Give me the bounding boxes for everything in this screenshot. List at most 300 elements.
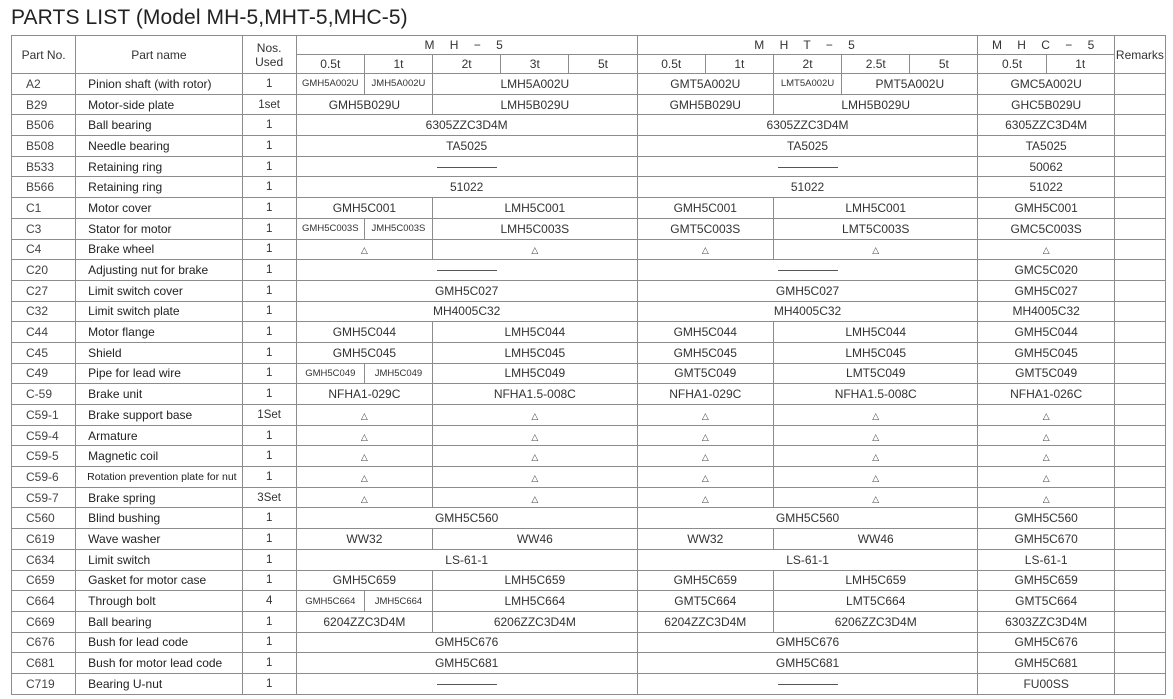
part-code-cell: JMH5C003S <box>364 218 432 239</box>
part-code-cell: LMH5C001 <box>433 198 638 219</box>
part-code-cell: GMH5C049 <box>296 363 364 384</box>
table-row <box>12 363 1166 384</box>
quantity-cell: 1 <box>242 384 296 405</box>
part-code-cell: LMH5C664 <box>433 591 638 612</box>
table-row <box>12 446 1166 467</box>
quantity-cell: 4 <box>242 591 296 612</box>
part-number-cell: B506 <box>12 115 76 136</box>
page-title: PARTS LIST (Model MH-5,MHT-5,MHC-5) <box>11 6 408 29</box>
quantity-cell: 1 <box>242 673 296 694</box>
part-code-cell: GMH5C001 <box>296 198 432 219</box>
remarks-cell <box>1114 239 1165 260</box>
table-row <box>12 94 1166 115</box>
part-code-cell: GMH5C670 <box>978 529 1114 550</box>
remarks-cell <box>1114 487 1165 508</box>
part-number-cell: C44 <box>12 322 76 343</box>
table-row <box>12 301 1166 322</box>
part-code-cell <box>978 425 1114 446</box>
table-row <box>12 198 1166 219</box>
part-code-cell: JMH5C664 <box>364 591 432 612</box>
header-part-no: Part No. <box>12 36 76 74</box>
header-model-mht5: M H T − 5 <box>637 36 978 55</box>
quantity-cell: 1 <box>242 425 296 446</box>
quantity-cell: 3Set <box>242 487 296 508</box>
quantity-cell: 1 <box>242 198 296 219</box>
triangle-icon: △ <box>1042 493 1050 504</box>
part-code-cell: 6204ZZC3D4M <box>296 611 432 632</box>
part-code-cell: NFHA1-029C <box>637 384 773 405</box>
header-nos-used-line: Nos. <box>256 40 282 55</box>
quantity-cell: 1 <box>242 446 296 467</box>
part-code-cell <box>433 425 638 446</box>
not-applicable-dash <box>437 270 497 271</box>
part-code-cell <box>773 239 978 260</box>
triangle-icon: △ <box>531 410 539 421</box>
not-applicable-dash <box>778 684 838 685</box>
triangle-icon: △ <box>1042 452 1050 463</box>
part-code-cell: JMH5C049 <box>364 363 432 384</box>
table-row <box>12 136 1166 157</box>
part-code-cell <box>637 487 773 508</box>
part-code-cell <box>637 673 978 694</box>
part-name-cell: Motor flange <box>76 322 242 343</box>
quantity-cell: 1 <box>242 467 296 488</box>
table-row <box>12 591 1166 612</box>
triangle-icon: △ <box>872 452 880 463</box>
quantity-cell: 1 <box>242 156 296 177</box>
triangle-icon: △ <box>360 410 368 421</box>
part-code-cell: GMH5C560 <box>296 508 637 529</box>
quantity-cell: 1 <box>242 218 296 239</box>
header-capacity: 2.5t <box>842 55 910 74</box>
remarks-cell <box>1114 529 1165 550</box>
part-code-cell: WW32 <box>637 529 773 550</box>
part-code-cell: GMH5C681 <box>978 653 1114 674</box>
part-code-cell <box>296 156 637 177</box>
table-row <box>12 177 1166 198</box>
part-number-cell: C681 <box>12 653 76 674</box>
triangle-icon: △ <box>1042 245 1050 256</box>
part-number-cell: C676 <box>12 632 76 653</box>
part-name-cell: Limit switch cover <box>76 280 242 301</box>
part-code-cell: 51022 <box>637 177 978 198</box>
part-code-cell: GMH5C659 <box>637 570 773 591</box>
part-number-cell: B533 <box>12 156 76 177</box>
remarks-cell <box>1114 363 1165 384</box>
part-code-cell: LS-61-1 <box>978 549 1114 570</box>
part-number-cell: C32 <box>12 301 76 322</box>
part-number-cell: C719 <box>12 673 76 694</box>
quantity-cell: 1 <box>242 177 296 198</box>
triangle-icon: △ <box>360 431 368 442</box>
part-name-cell: Gasket for motor case <box>76 570 242 591</box>
quantity-cell: 1 <box>242 632 296 653</box>
quantity-cell: 1 <box>242 322 296 343</box>
triangle-icon: △ <box>701 245 709 256</box>
quantity-cell: 1 <box>242 611 296 632</box>
part-code-cell <box>296 425 432 446</box>
header-capacity: 5t <box>910 55 978 74</box>
header-capacity: 1t <box>705 55 773 74</box>
part-code-cell: LMT5A002U <box>773 74 841 95</box>
part-code-cell: GMH5C659 <box>296 570 432 591</box>
part-code-cell <box>433 239 638 260</box>
part-code-cell: LS-61-1 <box>637 549 978 570</box>
part-number-cell: B29 <box>12 94 76 115</box>
part-name-cell: Adjusting nut for brake <box>76 260 242 281</box>
triangle-icon: △ <box>531 452 539 463</box>
part-name-cell: Bush for lead code <box>76 632 242 653</box>
table-row <box>12 467 1166 488</box>
part-code-cell: GMT5C049 <box>978 363 1114 384</box>
part-code-cell: GMH5C027 <box>296 280 637 301</box>
part-code-cell: LMH5C045 <box>433 342 638 363</box>
part-code-cell: GMH5C001 <box>637 198 773 219</box>
table-row <box>12 425 1166 446</box>
part-code-cell: GMH5C044 <box>296 322 432 343</box>
remarks-cell <box>1114 177 1165 198</box>
part-number-cell: B508 <box>12 136 76 157</box>
triangle-icon: △ <box>1042 431 1050 442</box>
part-code-cell: GMH5C027 <box>978 280 1114 301</box>
table-row <box>12 653 1166 674</box>
part-code-cell: GMH5C001 <box>978 198 1114 219</box>
quantity-cell: 1 <box>242 260 296 281</box>
part-number-cell: C4 <box>12 239 76 260</box>
remarks-cell <box>1114 425 1165 446</box>
remarks-cell <box>1114 301 1165 322</box>
part-code-cell: GMH5B029U <box>296 94 432 115</box>
part-name-cell: Limit switch <box>76 549 242 570</box>
part-code-cell: GMH5C676 <box>296 632 637 653</box>
part-number-cell: C59-6 <box>12 467 76 488</box>
table-row <box>12 74 1166 95</box>
part-code-cell: LMT5C049 <box>773 363 978 384</box>
header-remarks: Remarks <box>1114 36 1165 74</box>
part-code-cell <box>433 467 638 488</box>
part-code-cell <box>637 156 978 177</box>
part-code-cell: NFHA1-026C <box>978 384 1114 405</box>
part-code-cell: LMH5C003S <box>433 218 638 239</box>
part-code-cell: GMH5C044 <box>637 322 773 343</box>
header-nos-used <box>242 36 296 74</box>
header-capacity: 1t <box>364 55 432 74</box>
part-code-cell: JMH5A002U <box>364 74 432 95</box>
part-code-cell <box>773 446 978 467</box>
part-name-cell: Pipe for lead wire <box>76 363 242 384</box>
part-code-cell <box>637 425 773 446</box>
table-row <box>12 487 1166 508</box>
not-applicable-dash <box>437 167 497 168</box>
part-code-cell: GMH5C676 <box>637 632 978 653</box>
not-applicable-dash <box>437 684 497 685</box>
table-row <box>12 508 1166 529</box>
part-name-cell: Retaining ring <box>76 177 242 198</box>
part-code-cell <box>637 239 773 260</box>
remarks-cell <box>1114 611 1165 632</box>
triangle-icon: △ <box>701 410 709 421</box>
table-row <box>12 611 1166 632</box>
part-code-cell: FU00SS <box>978 673 1114 694</box>
remarks-cell <box>1114 342 1165 363</box>
triangle-icon: △ <box>872 245 880 256</box>
triangle-icon: △ <box>531 431 539 442</box>
part-code-cell <box>296 446 432 467</box>
quantity-cell: 1set <box>242 94 296 115</box>
part-number-cell: C59-5 <box>12 446 76 467</box>
part-code-cell: LMH5B029U <box>433 94 638 115</box>
remarks-cell <box>1114 632 1165 653</box>
part-name-cell: Needle bearing <box>76 136 242 157</box>
part-code-cell: GMT5C003S <box>637 218 773 239</box>
triangle-icon: △ <box>360 472 368 483</box>
part-number-cell: C20 <box>12 260 76 281</box>
part-number-cell: C27 <box>12 280 76 301</box>
part-code-cell: WW46 <box>433 529 638 550</box>
part-name-cell: Motor-side plate <box>76 94 242 115</box>
table-row <box>12 673 1166 694</box>
table-row <box>12 632 1166 653</box>
header-capacity: 0.5t <box>978 55 1046 74</box>
quantity-cell: 1 <box>242 136 296 157</box>
table-row <box>12 529 1166 550</box>
part-code-cell: MH4005C32 <box>978 301 1114 322</box>
part-code-cell: GMC5A002U <box>978 74 1114 95</box>
quantity-cell: 1 <box>242 342 296 363</box>
part-code-cell: GMH5C045 <box>637 342 773 363</box>
header-part-name: Part name <box>76 36 242 74</box>
part-name-cell: Ball bearing <box>76 115 242 136</box>
triangle-icon: △ <box>1042 410 1050 421</box>
quantity-cell: 1 <box>242 549 296 570</box>
part-name-cell: Brake unit <box>76 384 242 405</box>
table-row <box>12 218 1166 239</box>
part-code-cell: GMH5C045 <box>296 342 432 363</box>
part-code-cell: GMH5C676 <box>978 632 1114 653</box>
part-code-cell: TA5025 <box>637 136 978 157</box>
triangle-icon: △ <box>360 452 368 463</box>
table-row <box>12 115 1166 136</box>
quantity-cell: 1 <box>242 239 296 260</box>
part-code-cell <box>296 673 637 694</box>
part-code-cell: 6206ZZC3D4M <box>773 611 978 632</box>
part-name-cell: Bush for motor lead code <box>76 653 242 674</box>
part-number-cell: C-59 <box>12 384 76 405</box>
remarks-cell <box>1114 322 1165 343</box>
part-code-cell: GMC5C020 <box>978 260 1114 281</box>
part-number-cell: C664 <box>12 591 76 612</box>
header-capacity: 0.5t <box>296 55 364 74</box>
part-name-cell: Blind bushing <box>76 508 242 529</box>
part-name-cell: Ball bearing <box>76 611 242 632</box>
part-code-cell <box>978 467 1114 488</box>
remarks-cell <box>1114 673 1165 694</box>
quantity-cell: 1Set <box>242 405 296 426</box>
part-name-cell: Armature <box>76 425 242 446</box>
part-code-cell <box>773 425 978 446</box>
part-name-cell: Rotation prevention plate for nut <box>76 467 242 488</box>
table-row <box>12 405 1166 426</box>
table-row <box>12 342 1166 363</box>
part-number-cell: C659 <box>12 570 76 591</box>
table-row <box>12 280 1166 301</box>
remarks-cell <box>1114 591 1165 612</box>
triangle-icon: △ <box>872 431 880 442</box>
remarks-cell <box>1114 467 1165 488</box>
remarks-cell <box>1114 446 1165 467</box>
parts-table <box>11 35 1166 695</box>
header-capacity: 5t <box>569 55 637 74</box>
part-code-cell: 6206ZZC3D4M <box>433 611 638 632</box>
triangle-icon: △ <box>531 493 539 504</box>
header-capacity: 3t <box>501 55 569 74</box>
part-code-cell: GMC5C003S <box>978 218 1114 239</box>
part-number-cell: C619 <box>12 529 76 550</box>
part-code-cell: GMH5A002U <box>296 74 364 95</box>
triangle-icon: △ <box>701 452 709 463</box>
table-row <box>12 384 1166 405</box>
part-code-cell: GHC5B029U <box>978 94 1114 115</box>
part-code-cell: NFHA1.5-008C <box>433 384 638 405</box>
triangle-icon: △ <box>701 493 709 504</box>
parts-table-body <box>12 74 1166 695</box>
part-number-cell: C560 <box>12 508 76 529</box>
table-row <box>12 549 1166 570</box>
remarks-cell <box>1114 405 1165 426</box>
part-number-cell: C1 <box>12 198 76 219</box>
part-code-cell: GMH5C681 <box>637 653 978 674</box>
part-code-cell: NFHA1-029C <box>296 384 432 405</box>
part-code-cell <box>296 239 432 260</box>
remarks-cell <box>1114 280 1165 301</box>
part-code-cell: LMH5C659 <box>433 570 638 591</box>
table-row <box>12 156 1166 177</box>
quantity-cell: 1 <box>242 508 296 529</box>
part-code-cell: NFHA1.5-008C <box>773 384 978 405</box>
part-code-cell <box>433 405 638 426</box>
table-row <box>12 570 1166 591</box>
part-code-cell <box>637 260 978 281</box>
quantity-cell: 1 <box>242 363 296 384</box>
part-code-cell: TA5025 <box>296 136 637 157</box>
part-code-cell <box>773 405 978 426</box>
part-code-cell <box>296 405 432 426</box>
triangle-icon: △ <box>360 245 368 256</box>
part-code-cell <box>637 446 773 467</box>
part-code-cell: 6204ZZC3D4M <box>637 611 773 632</box>
part-number-cell: C49 <box>12 363 76 384</box>
remarks-cell <box>1114 136 1165 157</box>
header-capacity: 2t <box>773 55 841 74</box>
not-applicable-dash <box>778 270 838 271</box>
part-code-cell: 6303ZZC3D4M <box>978 611 1114 632</box>
part-code-cell: LS-61-1 <box>296 549 637 570</box>
part-number-cell: C59-4 <box>12 425 76 446</box>
header-capacity: 2t <box>433 55 501 74</box>
part-number-cell: C59-7 <box>12 487 76 508</box>
part-code-cell <box>296 260 637 281</box>
quantity-cell: 1 <box>242 301 296 322</box>
part-code-cell: WW32 <box>296 529 432 550</box>
part-code-cell <box>296 467 432 488</box>
quantity-cell: 1 <box>242 74 296 95</box>
part-code-cell: GMH5C681 <box>296 653 637 674</box>
part-code-cell <box>978 446 1114 467</box>
quantity-cell: 1 <box>242 529 296 550</box>
part-code-cell: LMT5C003S <box>773 218 978 239</box>
part-code-cell <box>978 239 1114 260</box>
header-model-mh5: M H − 5 <box>296 36 637 55</box>
remarks-cell <box>1114 156 1165 177</box>
part-code-cell <box>296 487 432 508</box>
part-name-cell: Brake wheel <box>76 239 242 260</box>
triangle-icon: △ <box>872 472 880 483</box>
part-code-cell: LMH5C044 <box>433 322 638 343</box>
part-name-cell: Magnetic coil <box>76 446 242 467</box>
remarks-cell <box>1114 218 1165 239</box>
part-code-cell: 51022 <box>296 177 637 198</box>
part-number-cell: C669 <box>12 611 76 632</box>
part-code-cell: GMH5C664 <box>296 591 364 612</box>
remarks-cell <box>1114 74 1165 95</box>
remarks-cell <box>1114 384 1165 405</box>
part-code-cell: LMH5C659 <box>773 570 978 591</box>
table-row <box>12 322 1166 343</box>
part-code-cell: LMH5C001 <box>773 198 978 219</box>
triangle-icon: △ <box>872 493 880 504</box>
part-code-cell: GMH5C027 <box>637 280 978 301</box>
part-code-cell: GMT5C664 <box>978 591 1114 612</box>
part-name-cell: Shield <box>76 342 242 363</box>
triangle-icon: △ <box>701 472 709 483</box>
triangle-icon: △ <box>872 410 880 421</box>
quantity-cell: 1 <box>242 653 296 674</box>
part-code-cell: GMH5C659 <box>978 570 1114 591</box>
header-capacity: 1t <box>1046 55 1114 74</box>
part-code-cell: WW46 <box>773 529 978 550</box>
part-code-cell: TA5025 <box>978 136 1114 157</box>
part-name-cell: Brake spring <box>76 487 242 508</box>
triangle-icon: △ <box>531 472 539 483</box>
quantity-cell: 1 <box>242 570 296 591</box>
triangle-icon: △ <box>360 493 368 504</box>
part-name-cell: Wave washer <box>76 529 242 550</box>
part-code-cell <box>637 467 773 488</box>
part-code-cell: GMH5C560 <box>637 508 978 529</box>
part-code-cell: GMT5C664 <box>637 591 773 612</box>
remarks-cell <box>1114 508 1165 529</box>
remarks-cell <box>1114 570 1165 591</box>
not-applicable-dash <box>778 167 838 168</box>
part-number-cell: A2 <box>12 74 76 95</box>
part-name-cell: Retaining ring <box>76 156 242 177</box>
part-code-cell: GMH5C044 <box>978 322 1114 343</box>
part-number-cell: C59-1 <box>12 405 76 426</box>
part-number-cell: C45 <box>12 342 76 363</box>
part-code-cell <box>978 487 1114 508</box>
triangle-icon: △ <box>1042 472 1050 483</box>
part-code-cell: LMH5C049 <box>433 363 638 384</box>
part-code-cell: LMH5C045 <box>773 342 978 363</box>
part-code-cell <box>773 467 978 488</box>
triangle-icon: △ <box>701 431 709 442</box>
part-name-cell: Stator for motor <box>76 218 242 239</box>
part-code-cell: LMH5A002U <box>433 74 638 95</box>
part-number-cell: C3 <box>12 218 76 239</box>
part-name-cell: Limit switch plate <box>76 301 242 322</box>
header-capacity: 0.5t <box>637 55 705 74</box>
part-name-cell: Bearing U-nut <box>76 673 242 694</box>
